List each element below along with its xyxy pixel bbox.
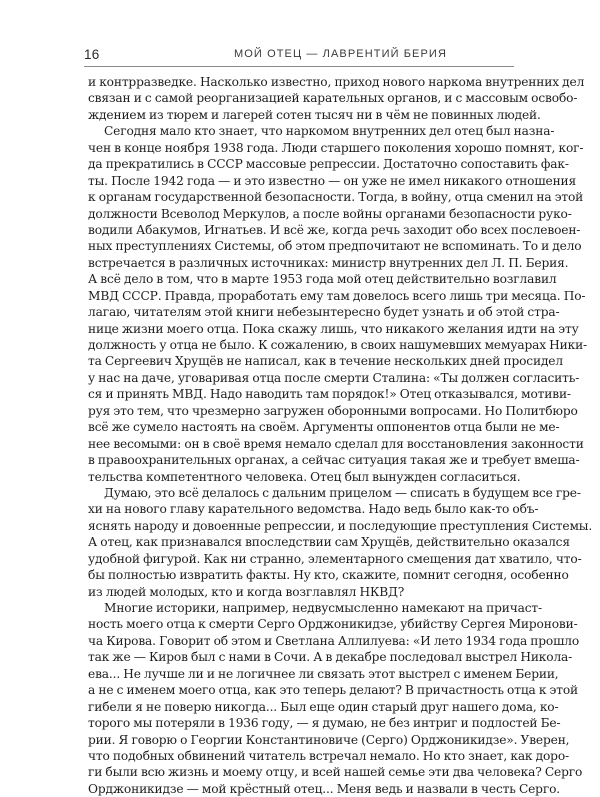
text-line: удобной фигурой. Как ни странно, элементарного смещения дат хватило, что- xyxy=(88,551,582,566)
text-line: связан и с самой реорганизацией карательных органов, и с массовым освобо- xyxy=(88,91,578,106)
text-line: так же — Киров был с нами в Сочи. А в декабре последовал выстрел Никола- xyxy=(88,650,573,665)
text-line: в правоохранительных органах, а сейчас ситуация такая же и требует вмеша- xyxy=(88,453,580,468)
page-header xyxy=(84,46,514,62)
text-line: МВД СССР. Правда, проработать ему там довелось всего лишь три месяца. По- xyxy=(88,288,586,303)
text-line: ты. После 1942 года — и это известно — он уже не имел никакого отношения xyxy=(88,173,577,188)
text-line: А отец, как признавался впоследствии сам Хрущёв, действительно оказался xyxy=(88,535,570,550)
text-line: ждением из тюрем и лагерей сотен тысяч ни в чём не повинных людей. xyxy=(88,107,541,122)
text-line: да прекратились в СССР массовые репрессии. Достаточно сопоставить фак- xyxy=(88,157,569,172)
text-line: торого мы потеряли в 1936 году, — я думаю, не без интриг и подлостей Бе- xyxy=(88,716,561,731)
text-line: должности Всеволод Меркулов, а после войны органами безопасности руко- xyxy=(88,206,572,221)
page-number: 16 xyxy=(84,46,100,62)
text-line: всё же сумело настоять на своём. Аргументы оппонентов отца были не ме- xyxy=(88,420,560,435)
header-rule xyxy=(84,66,514,67)
text-line: чен в конце ноября 1938 года. Люди старшего поколения хорошо помнят, ког- xyxy=(88,140,584,155)
text-line: а не с именем моего отца, как это теперь делают? В причастность отца к этой xyxy=(88,683,578,698)
text-line: из людей молодых, кто и когда возглавлял НКВД? xyxy=(88,584,405,599)
text-line: водили Абакумов, Игнатьев. И всё же, когда речь заходит обо всех послевоен- xyxy=(88,222,581,237)
text-line: должность у отца не было. К сожалению, в своих нашумевших мемуарах Ники- xyxy=(88,338,588,352)
text-line: Многие историки, например, недвусмысленно намекают на причаст- xyxy=(104,601,542,615)
text-line: ча Кирова. Говорит об этом и Светлана Аллилуева: «И лето 1934 года прошло xyxy=(88,633,580,648)
text-line: рии. Я говорю о Георгии Константиновиче (Серго) Орджоникидзе». Уверен, xyxy=(88,732,570,747)
text-line: и контрразведке. Насколько известно, приход нового наркома внутренних дел xyxy=(88,75,585,89)
body-text xyxy=(88,74,593,797)
text-line: та Сергеевич Хрущёв не написал, как в течение нескольких дней просидел xyxy=(88,354,563,369)
text-line: А всё дело в том, что в марте 1953 года мой отец действительно возглавил xyxy=(88,272,557,287)
text-line: лагаю, читателям этой книги небезынтересно будет узнать и об этой стра- xyxy=(88,305,560,320)
text-line: ность моего отца к смерти Серго Орджоникидзе, убийству Сергея Миронови- xyxy=(88,617,578,632)
text-line: ся и принять МВД. Надо наводить там порядок!» Отец отказывался, мотиви- xyxy=(88,387,571,402)
text-line: тельства компетентного человека. Отец был вынужден согласиться. xyxy=(88,469,521,484)
text-line: гибели я не поверю никогда... Был еще один старый друг нашего дома, ко- xyxy=(88,699,559,714)
running-title: МОЙ ОТЕЦ — ЛАВРЕНТИЙ БЕРИЯ xyxy=(234,48,447,60)
text-line: Сегодня мало кто знает, что наркомом внутренних дел отец был назна- xyxy=(104,124,555,139)
text-line: нице жизни моего отца. Пока скажу лишь, что никакого желания идти на эту xyxy=(88,321,579,336)
text-line: хи на нового главу карательного ведомства. Надо ведь было как-то объ- xyxy=(88,502,539,517)
text-line: у нас на даче, уговаривая отца после смерти Сталина: «Ты должен согласить- xyxy=(88,370,580,385)
text-line: Думаю, это всё делалось с дальним прицелом — списать в будущем все гре- xyxy=(104,485,581,500)
text-line: к органам государственной безопасности. Тогда, в войну, отца сменил на этой xyxy=(88,190,584,205)
text-line: Орджоникидзе — мой крёстный отец... Меня ведь и назвали в честь Серго. xyxy=(88,781,560,796)
text-line: ных преступлениях Системы, об этом предпочитают не вспоминать. То и дело xyxy=(88,239,582,254)
text-line: руя это тем, что чрезмерно загружен оборонными вопросами. Но Политбюро xyxy=(88,403,578,418)
text-line: ева... Не лучше ли и не логичнее ли связать этот выстрел с именем Берии, xyxy=(88,666,559,681)
text-line: ги были всю жизнь и моему отцу, и всей нашей семье эти два человека? Серго xyxy=(88,765,583,780)
text-line: бы полностью извратить факты. Ну кто, скажите, помнит сегодня, особенно xyxy=(88,568,569,583)
text-line: встречается в различных источниках: министр внутренних дел Л. П. Берия. xyxy=(88,255,569,270)
text-line: нее весомыми: он в своё время немало сделал для восстановления законности xyxy=(88,436,584,451)
text-line: что подобных обвинений читатель встречал немало. Но кто знает, как доро- xyxy=(88,748,569,763)
text-line: яснять народу и довоенные репрессии, и последующие преступления Системы. xyxy=(88,518,593,533)
